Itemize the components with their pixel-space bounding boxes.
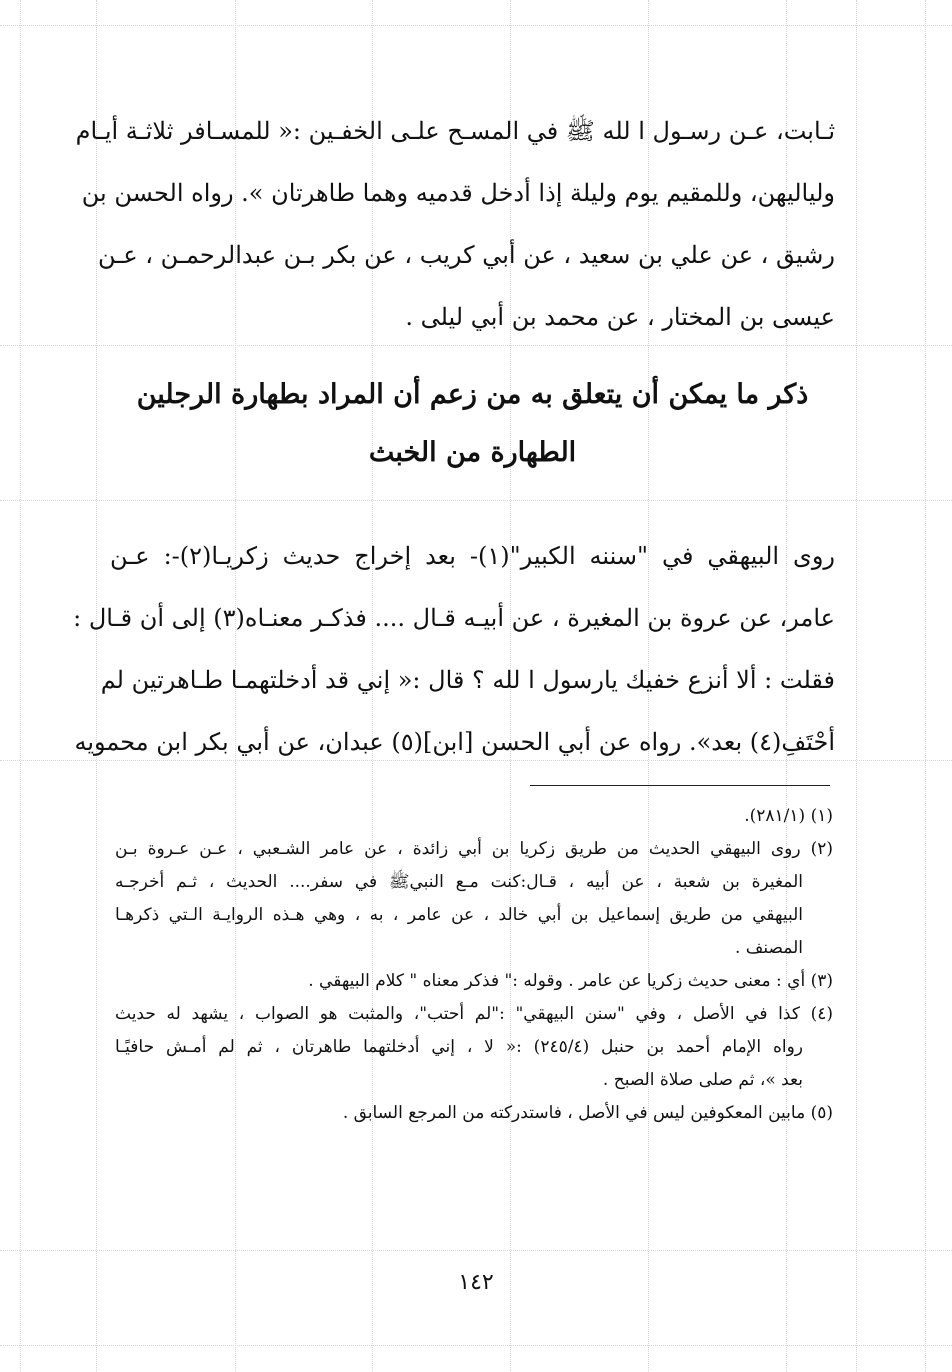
scan-grid-line [0,500,952,501]
footnote-line: البيهقي من طريق إسماعيل بن أبي خالد ، عن عامر ، به ، وهي هـذه الروايـة الـتي ذكرهـا [115,905,803,925]
scan-grid-line [0,1345,952,1346]
scan-grid-line [0,25,952,26]
text-line: رشيق ، عن علي بن سعيد ، عن أبي كريب ، عن بكر بـن عبدالرحمـن ، عـن [98,241,835,269]
scan-grid-line [0,1250,952,1251]
text-line: عامر، عن عروة بن المغيرة ، عن أبيـه قـال .... فذكـر معنـاه(٣) إلى أن قـال : [73,604,835,632]
footnote-line: بعد »، ثم صلى صلاة الصبح . [602,1070,803,1090]
heading-line: الطهارة من الخبث [368,437,577,468]
footnote-line: (٢) روى البيهقي الحديث من طريق زكريا بن أبي زائدة ، عن عامر الشـعبي ، عـن عـروة بـن [115,839,834,859]
page-number: ١٤٢ [458,1270,494,1295]
footnote-line: (٤) كذا في الأصل ، وفي "سنن البيهقي" :"لم أحتب"، والمثبت هو الصواب ، يشهد له حديث [115,1004,833,1024]
scan-grid-line [856,0,857,1372]
footnote-line: (٥) مابين المعكوفين ليس في الأصل ، فاستدركته من المرجع السابق . [342,1103,833,1123]
footnote-line: (٣) أي : معنى حديث زكريا عن عامر . وقوله :" فذكر معناه " كلام البيهقي . [308,971,833,991]
paragraph-main [73,525,835,773]
text-line: ثـابت، عـن رسـول ا لله ﷺ في المسـح علـى الخفـين :« للمسـافر ثلاثـة أيـام [75,117,835,145]
text-line: فقلت : ألا أنزع خفيك يارسول ا لله ؟ قال :« إني قد أدخلتهمـا طـاهرتين لم [100,666,835,694]
paragraph-top [75,100,835,348]
footnote-separator [530,785,830,786]
footnote-line: (١) (٢٨١/١). [744,806,833,826]
text-line: أحْتَفِ(٤) بعد». رواه عن أبي الحسن [ابن](٥) عبدان، عن أبي بكر ابن محمويه [74,728,835,756]
footnote-line: المغيرة بن شعبة ، عن أبيه ، قـال:كنت مـع النبيﷺ في سفر.... الحديث ، ثـم أخرجـه [115,872,803,892]
scan-grid-line [925,0,926,1372]
text-line: عيسى بن المختار ، عن محمد بن أبي ليلى . [405,303,835,331]
footnotes [115,800,833,1130]
footnote-line: المصنف . [734,938,803,958]
heading-line: ذكر ما يمكن أن يتعلق به من زعم أن المراد بطهارة الرجلين [136,379,809,410]
scan-grid-line [20,0,21,1372]
text-line: ولياليهن، وللمقيم يوم وليلة إذا أدخل قدميه وهما طاهرتان ». رواه الحسن بن [81,179,835,207]
section-heading [110,366,835,482]
text-line: روى البيهقي في "سننه الكبير"(١)- بعد إخراج حديث زكريـا(٢)-: عـن [110,542,835,570]
footnote-line: رواه الإمام أحمد بن حنبل (٢٤٥/٤) :« لا ، إني أدخلتهما طاهرتان ، ثم لم أمـش حافيًـا [115,1037,803,1057]
